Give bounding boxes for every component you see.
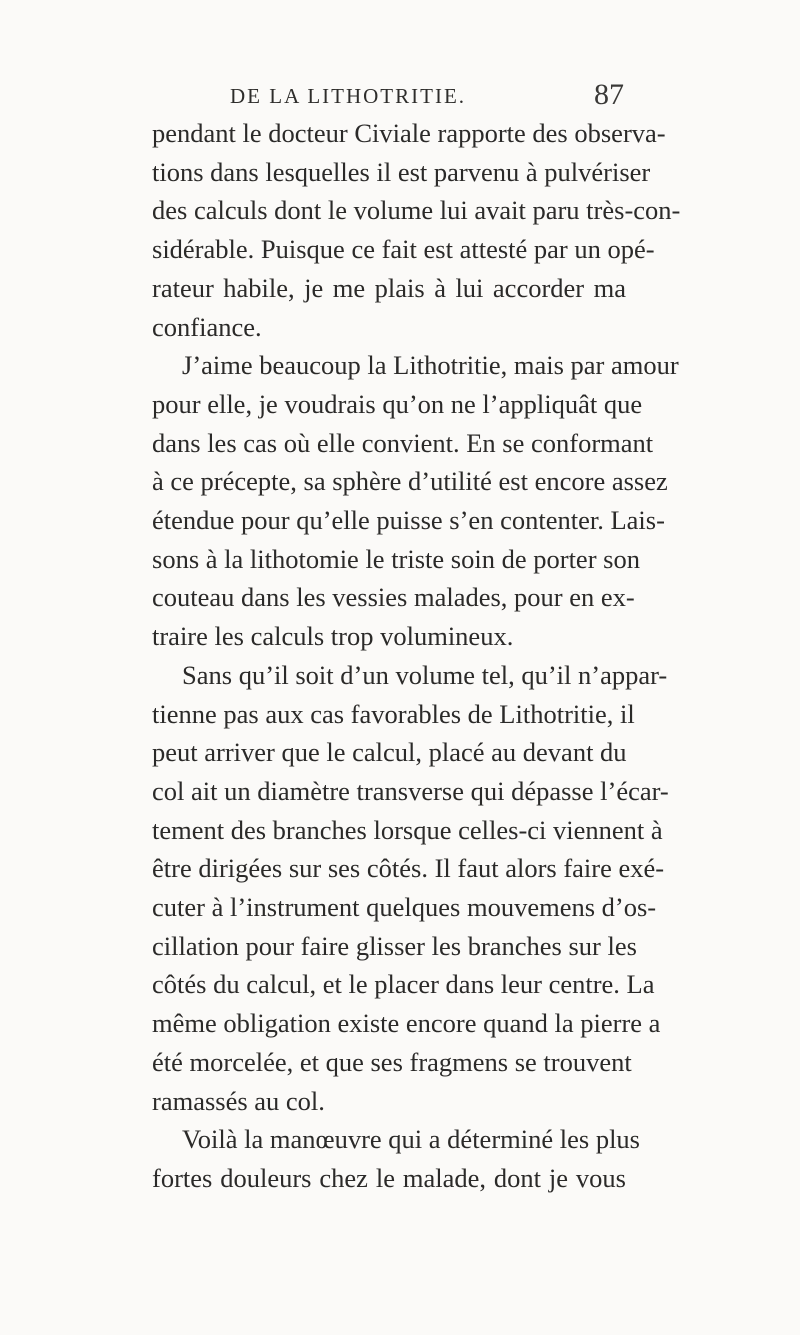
text-line: couteau dans les vessies malades, pour en ex-	[152, 582, 635, 613]
text-line: confiance.	[152, 311, 262, 342]
text-line: pour elle, je voudrais qu’on ne l’appliquât que	[152, 388, 643, 419]
text-line: sidérable. Puisque ce fait est attesté par un opé-	[152, 234, 655, 265]
running-title: DE LA LITHOTRITIE.	[230, 84, 467, 108]
body-text	[152, 114, 681, 1198]
text-line: sons à la lithotomie le triste soin de porter son	[152, 543, 640, 574]
text-line: col ait un diamètre transverse qui dépasse l’écar-	[152, 775, 669, 806]
text-line: fortes douleurs chez le malade, dont je vous	[152, 1162, 626, 1193]
text-line: tions dans lesquelles il est parvenu à pulvériser	[152, 156, 651, 187]
text-line: dans les cas où elle convient. En se conformant	[152, 427, 654, 458]
text-line: être dirigées sur ses côtés. Il faut alors faire exé-	[152, 853, 665, 884]
text-line: ramassés au col.	[152, 1085, 325, 1116]
text-line: pendant le docteur Civiale rapporte des observa-	[152, 118, 666, 148]
text-line: Voilà la manœuvre qui a déterminé les plus	[182, 1124, 640, 1155]
text-line: tement des branches lorsque celles-ci viennent à	[152, 814, 663, 845]
text-line: rateur habile, je me plais à lui accorder ma	[152, 272, 626, 303]
text-line: peut arriver que le calcul, placé au devant du	[152, 737, 627, 768]
text-line: traire les calculs trop volumineux.	[152, 621, 514, 652]
running-header	[0, 78, 800, 118]
text-line: des calculs dont le volume lui avait paru très-con-	[152, 195, 681, 226]
text-line: tienne pas aux cas favorables de Lithotritie, il	[152, 698, 635, 729]
text-line: à ce précepte, sa sphère d’utilité est encore assez	[152, 466, 668, 497]
text-line: été morcelée, et que ses fragmens se trouvent	[152, 1046, 632, 1077]
text-line: même obligation existe encore quand la pierre a	[152, 1008, 661, 1039]
page-number: 87	[594, 78, 624, 111]
text-line: Sans qu’il soit d’un volume tel, qu’il n’appar-	[182, 659, 668, 690]
text-line: côtés du calcul, et le placer dans leur centre. La	[152, 969, 655, 1000]
text-line: étendue pour qu’elle puisse s’en contenter. Lais-	[152, 505, 665, 536]
text-line: cillation pour faire glisser les branches sur les	[152, 930, 637, 961]
text-line: J’aime beaucoup la Lithotritie, mais par amour	[182, 350, 679, 381]
text-line: cuter à l’instrument quelques mouvemens d’os-	[152, 892, 657, 923]
